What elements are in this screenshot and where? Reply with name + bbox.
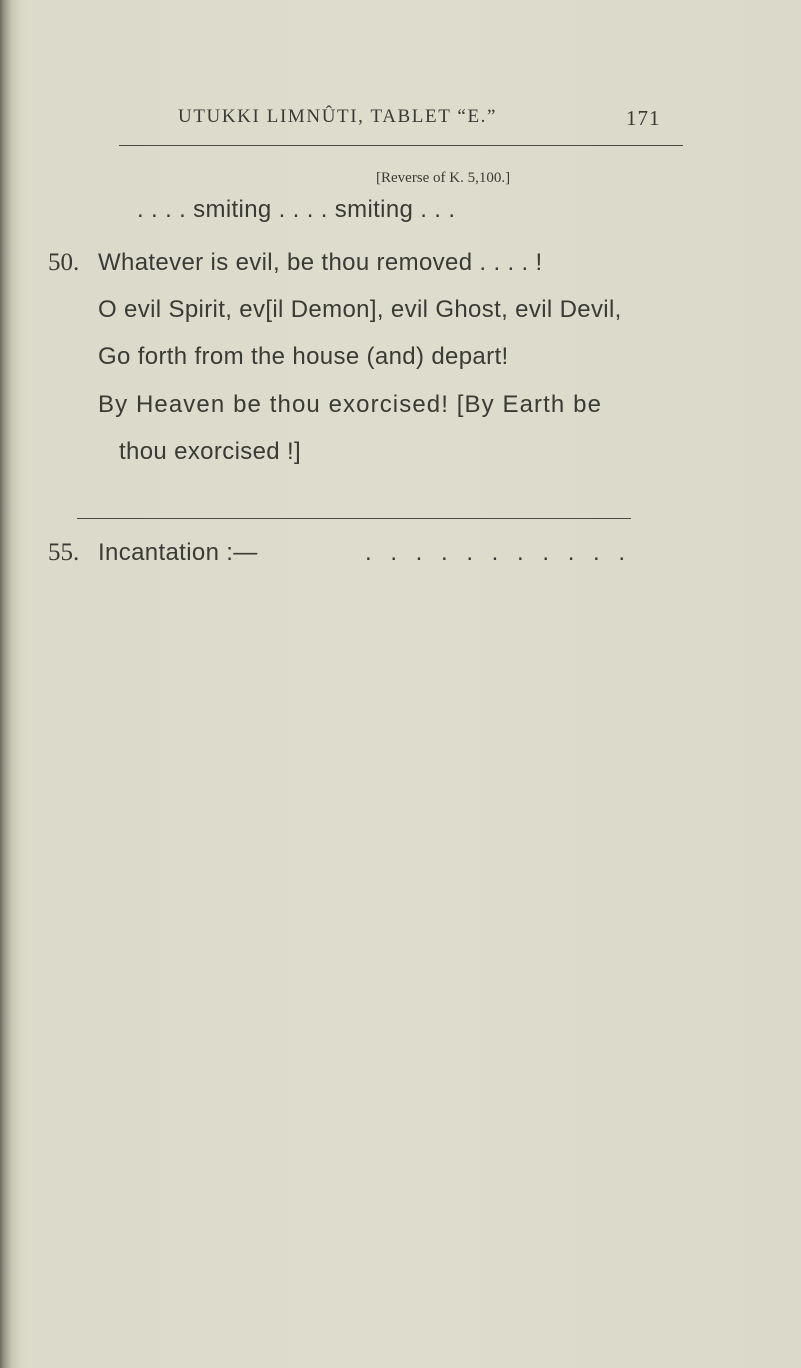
text-line-55-dots: . . . . . . . . . . . (365, 539, 632, 566)
line-number-55: 55. (48, 539, 80, 566)
page-number: 171 (626, 106, 661, 130)
running-title: UTUKKI LIMNÛTI, TABLET “E.” (178, 106, 498, 127)
line-number-50: 50. (48, 249, 80, 276)
section-caption: [Reverse of K. 5,100.] (376, 170, 511, 186)
text-line-earth: thou exorcised !] (119, 438, 302, 465)
text-line-go-forth: Go forth from the house (and) depart! (98, 343, 509, 370)
text-line-55: Incantation :— (98, 539, 258, 566)
text-line-spirits: O evil Spirit, ev[il Demon], evil Ghost, evil Devil, (98, 296, 622, 323)
text-line-heaven: By Heaven be thou exorcised! [By Earth be (98, 391, 603, 418)
page-binding-edge (0, 0, 22, 1368)
header-rule (119, 145, 683, 146)
text-line-50: Whatever is evil, be thou removed . . . . ! (98, 249, 543, 276)
text-line-smiting: . . . . smiting . . . . smiting . . . (137, 196, 456, 223)
section-divider-rule (77, 518, 631, 519)
running-head (0, 106, 801, 142)
